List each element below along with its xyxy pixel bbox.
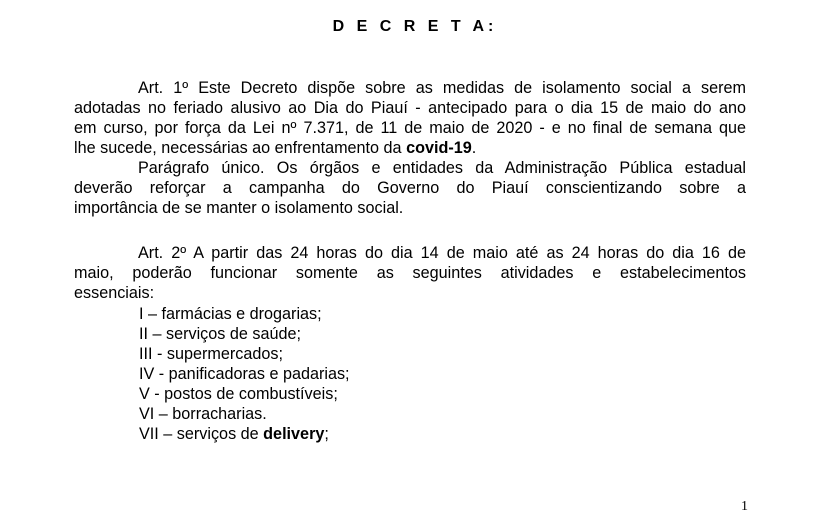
list-item: VI – borracharias.: [139, 405, 267, 423]
article-1-line-4: [74, 138, 746, 158]
sole-paragraph-line-2: deverão reforçar a campanha do Governo do Piauí conscientizando sobre a: [74, 179, 746, 197]
article-1-line-4-text: lhe sucede, necessárias ao enfrentamento da: [74, 139, 407, 157]
list-item: IV - panificadoras e padarias;: [139, 365, 350, 383]
covid-keyword: covid-19: [406, 139, 472, 157]
decree-heading: D E C R E T A:: [332, 18, 498, 35]
list-item: III - supermercados;: [139, 345, 283, 363]
list-item-7-end: ;: [324, 425, 329, 443]
list-item: [139, 424, 350, 444]
article-2-line-2: maio, poderão funcionar somente as seguintes atividades e estabelecimentos: [74, 264, 746, 282]
article-1-line-3: em curso, por força da Lei nº 7.371, de 11 de maio de 2020 - e no final de semana que: [74, 119, 746, 137]
article-1-line-1: Art. 1º Este Decreto dispõe sobre as medidas de isolamento social a serem: [138, 79, 746, 97]
essential-activities-list: [139, 304, 350, 444]
sole-paragraph: [74, 158, 746, 218]
sole-paragraph-line-1: Parágrafo único. Os órgãos e entidades da Administração Pública estadual: [138, 159, 746, 177]
article-1-line-2: adotadas no feriado alusivo ao Dia do Piauí - antecipado para o dia 15 de maio do ano: [74, 99, 746, 117]
list-item-7-text: VII – serviços de: [139, 425, 264, 443]
page-number: 1: [741, 499, 748, 514]
list-item: I – farmácias e drogarias;: [139, 305, 322, 323]
article-1: [74, 78, 746, 158]
article-2-line-1: Art. 2º A partir das 24 horas do dia 14 de maio até as 24 horas do dia 16 de: [138, 244, 746, 262]
list-item: V - postos de combustíveis;: [139, 385, 338, 403]
list-item: II – serviços de saúde;: [139, 325, 301, 343]
article-1-line-4-end: .: [471, 139, 477, 157]
article-2-line-3: essenciais:: [74, 284, 155, 302]
sole-paragraph-line-3: importância de se manter o isolamento social.: [74, 199, 404, 217]
delivery-keyword: delivery: [263, 425, 325, 443]
article-2: [74, 243, 746, 303]
